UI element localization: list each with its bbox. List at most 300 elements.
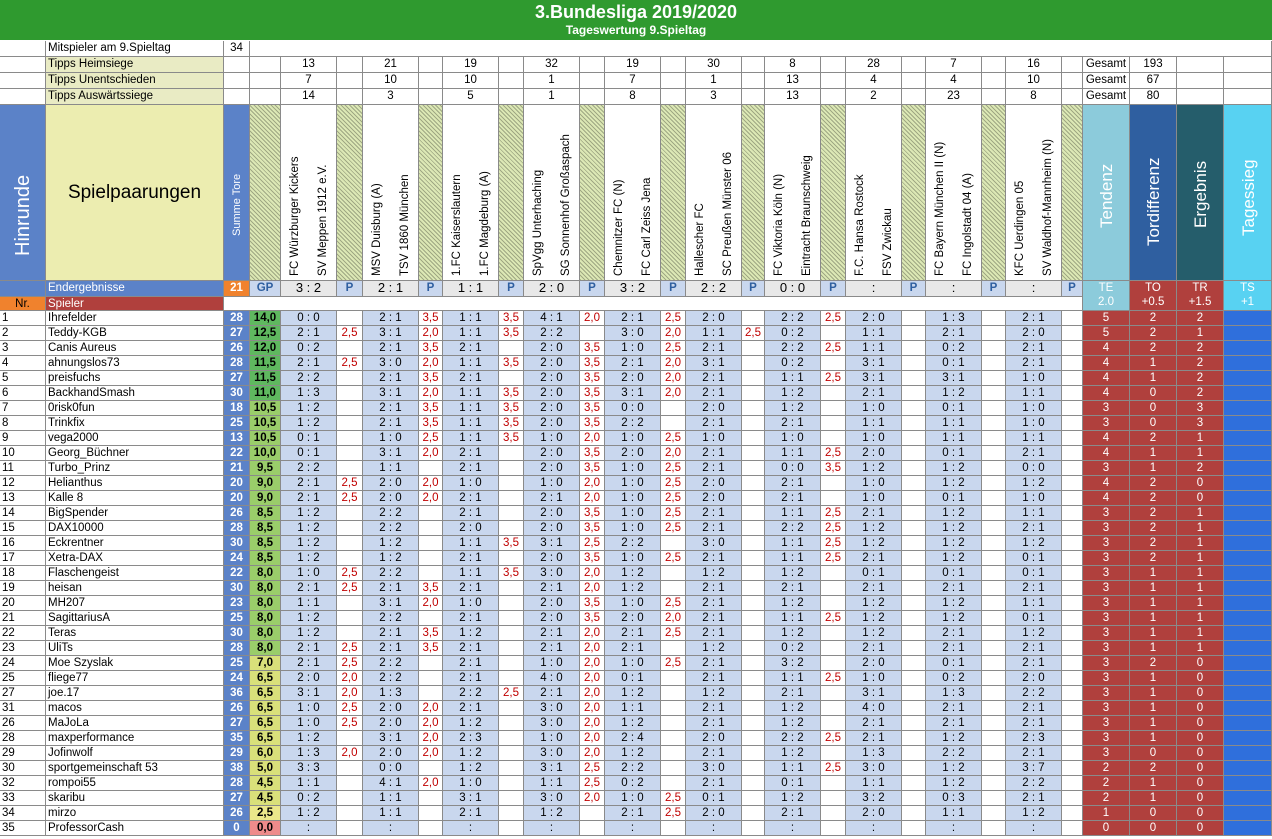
player-points[interactable]: 2,5 <box>821 551 846 566</box>
player-points[interactable]: 2,5 <box>661 491 686 506</box>
player-tip[interactable]: 2 : 3 <box>1006 731 1062 746</box>
player-points[interactable] <box>902 311 926 326</box>
player-tip[interactable]: 1 : 2 <box>605 581 661 596</box>
player-name[interactable]: preisfuchs <box>46 371 224 386</box>
player-to[interactable]: 1 <box>1130 791 1177 806</box>
player-tip[interactable]: 2 : 1 <box>1006 701 1062 716</box>
player-nr[interactable]: 6 <box>0 386 46 401</box>
player-points[interactable] <box>821 806 846 821</box>
tip-count[interactable]: 4 <box>846 73 902 89</box>
player-points[interactable] <box>1062 356 1083 371</box>
player-name[interactable]: rompoi55 <box>46 776 224 791</box>
player-tip[interactable]: 2 : 1 <box>524 686 580 701</box>
player-tip[interactable]: 3 : 1 <box>363 386 419 401</box>
player-points[interactable] <box>742 806 765 821</box>
player-tip[interactable]: 1 : 1 <box>443 536 499 551</box>
player-goals[interactable]: 20 <box>224 476 250 491</box>
blank[interactable] <box>0 73 46 89</box>
player-tip[interactable]: 1 : 0 <box>524 431 580 446</box>
player-name[interactable]: BackhandSmash <box>46 386 224 401</box>
player-points[interactable] <box>661 581 686 596</box>
player-points[interactable] <box>821 746 846 761</box>
player-tip[interactable]: 1 : 0 <box>605 431 661 446</box>
player-points[interactable] <box>1062 746 1083 761</box>
player-tip[interactable]: 2 : 1 <box>443 671 499 686</box>
player-gp[interactable]: 8,0 <box>250 581 281 596</box>
player-tr[interactable]: 1 <box>1177 626 1224 641</box>
player-tip[interactable]: 2 : 2 <box>443 686 499 701</box>
gesamt-value[interactable]: 80 <box>1130 89 1177 105</box>
player-points[interactable] <box>419 551 443 566</box>
player-points[interactable] <box>902 611 926 626</box>
player-points[interactable] <box>742 386 765 401</box>
player-tip[interactable]: 2 : 0 <box>846 656 902 671</box>
player-points[interactable] <box>982 686 1006 701</box>
player-tip[interactable]: 2 : 2 <box>363 656 419 671</box>
player-tip[interactable]: 3 : 1 <box>524 761 580 776</box>
player-points[interactable] <box>337 461 363 476</box>
player-goals[interactable]: 20 <box>224 491 250 506</box>
player-tip[interactable]: 0 : 1 <box>1006 611 1062 626</box>
player-tip[interactable]: 1 : 2 <box>363 551 419 566</box>
player-tip[interactable]: 2 : 2 <box>765 341 821 356</box>
player-name[interactable]: Ihrefelder <box>46 311 224 326</box>
player-gp[interactable]: 8,5 <box>250 521 281 536</box>
player-tip[interactable]: 1 : 2 <box>686 641 742 656</box>
player-tip[interactable]: 2 : 1 <box>686 446 742 461</box>
player-te[interactable]: 4 <box>1083 431 1130 446</box>
player-points[interactable] <box>661 731 686 746</box>
player-tip[interactable]: 1 : 2 <box>281 806 337 821</box>
player-points[interactable] <box>1062 476 1083 491</box>
player-points[interactable]: 3,5 <box>580 461 605 476</box>
player-ts[interactable] <box>1224 386 1272 401</box>
player-tip[interactable]: 2 : 0 <box>605 446 661 461</box>
player-tip[interactable]: 2 : 0 <box>524 446 580 461</box>
player-tip[interactable]: 2 : 0 <box>686 401 742 416</box>
player-tip[interactable]: 1 : 2 <box>765 626 821 641</box>
player-tip[interactable]: 1 : 1 <box>605 701 661 716</box>
tip-count[interactable]: 13 <box>765 73 821 89</box>
player-tip[interactable]: 2 : 0 <box>1006 326 1062 341</box>
player-tip[interactable]: 2 : 0 <box>846 311 902 326</box>
blank[interactable] <box>337 57 363 73</box>
player-tip[interactable]: 1 : 2 <box>1006 806 1062 821</box>
player-points[interactable]: 3,5 <box>580 611 605 626</box>
player-gp[interactable]: 10,5 <box>250 416 281 431</box>
player-name[interactable]: Eckrentner <box>46 536 224 551</box>
points-label[interactable]: P <box>580 281 605 297</box>
player-tip[interactable]: 3 : 0 <box>605 326 661 341</box>
player-tip[interactable]: 2 : 0 <box>686 806 742 821</box>
player-points[interactable] <box>742 731 765 746</box>
player-points[interactable] <box>499 626 524 641</box>
player-tip[interactable]: 2 : 2 <box>1006 776 1062 791</box>
player-tip[interactable]: 3 : 3 <box>281 761 337 776</box>
player-points[interactable] <box>742 506 765 521</box>
player-tr[interactable]: 0 <box>1177 491 1224 506</box>
player-tip[interactable]: 3 : 0 <box>524 716 580 731</box>
player-points[interactable] <box>1062 791 1083 806</box>
player-tip[interactable]: : <box>605 821 661 836</box>
player-tr[interactable]: 0 <box>1177 746 1224 761</box>
player-nr[interactable]: 29 <box>0 746 46 761</box>
tip-count[interactable]: 8 <box>1006 89 1062 105</box>
player-points[interactable] <box>742 596 765 611</box>
blank[interactable] <box>902 73 926 89</box>
player-tip[interactable]: 3 : 1 <box>443 791 499 806</box>
player-name[interactable]: ahnungslos73 <box>46 356 224 371</box>
player-name[interactable]: maxperformance <box>46 731 224 746</box>
player-goals[interactable]: 27 <box>224 371 250 386</box>
player-points[interactable] <box>419 461 443 476</box>
player-tip[interactable]: 2 : 0 <box>524 341 580 356</box>
player-points[interactable]: 2,5 <box>821 671 846 686</box>
player-points[interactable]: 2,5 <box>661 806 686 821</box>
player-tr[interactable]: 2 <box>1177 461 1224 476</box>
player-tip[interactable]: 2 : 0 <box>363 701 419 716</box>
player-nr[interactable]: 30 <box>0 761 46 776</box>
player-tip[interactable]: 1 : 2 <box>686 566 742 581</box>
player-tip[interactable]: 1 : 0 <box>846 401 902 416</box>
player-tip[interactable]: 1 : 2 <box>926 761 982 776</box>
player-tip[interactable]: 1 : 1 <box>926 806 982 821</box>
player-tr[interactable]: 1 <box>1177 506 1224 521</box>
player-tip[interactable]: 2 : 1 <box>1006 341 1062 356</box>
player-points[interactable]: 3,5 <box>580 551 605 566</box>
player-points[interactable] <box>419 671 443 686</box>
player-tip[interactable]: 2 : 1 <box>1006 446 1062 461</box>
player-points[interactable] <box>902 626 926 641</box>
player-points[interactable]: 3,5 <box>580 371 605 386</box>
player-ts[interactable] <box>1224 506 1272 521</box>
player-points[interactable] <box>499 371 524 386</box>
player-points[interactable] <box>982 416 1006 431</box>
player-tip[interactable]: 2 : 1 <box>926 326 982 341</box>
player-gp[interactable]: 8,0 <box>250 641 281 656</box>
player-points[interactable]: 3,5 <box>499 431 524 446</box>
blank[interactable] <box>419 57 443 73</box>
tip-count[interactable]: 3 <box>363 89 419 105</box>
player-nr[interactable]: 22 <box>0 626 46 641</box>
player-to[interactable]: 2 <box>1130 521 1177 536</box>
player-tip[interactable]: 2 : 1 <box>926 581 982 596</box>
player-points[interactable] <box>982 716 1006 731</box>
tip-count[interactable]: 10 <box>1006 73 1062 89</box>
player-points[interactable] <box>499 581 524 596</box>
player-points[interactable] <box>1062 671 1083 686</box>
te-label[interactable] <box>1083 281 1130 311</box>
player-points[interactable] <box>661 401 686 416</box>
player-tip[interactable]: 1 : 2 <box>443 626 499 641</box>
player-ts[interactable] <box>1224 596 1272 611</box>
player-points[interactable] <box>337 506 363 521</box>
player-points[interactable] <box>499 506 524 521</box>
player-nr[interactable]: 10 <box>0 446 46 461</box>
player-points[interactable]: 2,5 <box>661 311 686 326</box>
player-points[interactable] <box>742 521 765 536</box>
player-tip[interactable]: 2 : 1 <box>443 641 499 656</box>
player-tip[interactable]: 3 : 1 <box>846 356 902 371</box>
player-tip[interactable]: 2 : 1 <box>765 476 821 491</box>
player-points[interactable] <box>742 461 765 476</box>
player-tr[interactable]: 1 <box>1177 326 1224 341</box>
player-tip[interactable]: 1 : 2 <box>765 716 821 731</box>
player-to[interactable]: 1 <box>1130 566 1177 581</box>
match-result[interactable]: 3 : 2 <box>605 281 661 297</box>
player-points[interactable] <box>1062 611 1083 626</box>
player-tr[interactable]: 2 <box>1177 311 1224 326</box>
player-tip[interactable]: 2 : 1 <box>443 341 499 356</box>
player-ts[interactable] <box>1224 686 1272 701</box>
player-tip[interactable]: 0 : 2 <box>605 776 661 791</box>
player-tip[interactable]: 2 : 1 <box>524 581 580 596</box>
player-points[interactable] <box>337 806 363 821</box>
player-points[interactable] <box>1062 491 1083 506</box>
tip-count[interactable]: 3 <box>686 89 742 105</box>
player-tip[interactable]: 1 : 1 <box>846 416 902 431</box>
player-points[interactable]: 2,0 <box>580 581 605 596</box>
player-tip[interactable]: 1 : 2 <box>765 566 821 581</box>
player-tip[interactable]: 0 : 3 <box>926 791 982 806</box>
player-points[interactable]: 2,5 <box>661 626 686 641</box>
blank[interactable] <box>499 89 524 105</box>
player-tip[interactable]: 0 : 0 <box>1006 461 1062 476</box>
player-points[interactable]: 2,5 <box>337 491 363 506</box>
player-tip[interactable]: 1 : 0 <box>605 656 661 671</box>
player-gp[interactable]: 8,0 <box>250 611 281 626</box>
player-name[interactable]: MaJoLa <box>46 716 224 731</box>
player-points[interactable] <box>1062 701 1083 716</box>
player-points[interactable] <box>982 611 1006 626</box>
player-points[interactable] <box>821 701 846 716</box>
player-te[interactable]: 3 <box>1083 506 1130 521</box>
player-to[interactable]: 0 <box>1130 386 1177 401</box>
player-ts[interactable] <box>1224 806 1272 821</box>
player-points[interactable] <box>742 656 765 671</box>
player-points[interactable] <box>419 611 443 626</box>
player-points[interactable] <box>902 521 926 536</box>
player-tip[interactable]: 2 : 1 <box>926 626 982 641</box>
blank[interactable] <box>337 73 363 89</box>
player-gp[interactable]: 6,5 <box>250 671 281 686</box>
player-points[interactable]: 2,5 <box>661 461 686 476</box>
player-goals[interactable]: 26 <box>224 701 250 716</box>
player-to[interactable]: 1 <box>1130 701 1177 716</box>
player-tip[interactable]: 2 : 0 <box>846 446 902 461</box>
player-points[interactable]: 3,5 <box>580 506 605 521</box>
player-tip[interactable]: 1 : 2 <box>926 731 982 746</box>
player-tr[interactable]: 2 <box>1177 341 1224 356</box>
player-tip[interactable]: 2 : 1 <box>605 311 661 326</box>
player-points[interactable] <box>419 806 443 821</box>
player-tip[interactable]: 2 : 1 <box>1006 656 1062 671</box>
player-nr[interactable]: 12 <box>0 476 46 491</box>
player-points[interactable] <box>982 386 1006 401</box>
player-points[interactable] <box>1062 731 1083 746</box>
player-points[interactable]: 2,5 <box>661 656 686 671</box>
player-tip[interactable]: 3 : 0 <box>524 791 580 806</box>
player-points[interactable]: 2,0 <box>580 731 605 746</box>
player-tip[interactable]: 2 : 2 <box>605 416 661 431</box>
player-points[interactable] <box>499 746 524 761</box>
player-points[interactable] <box>821 641 846 656</box>
match-result[interactable]: 3 : 2 <box>281 281 337 297</box>
player-tip[interactable]: 1 : 2 <box>443 746 499 761</box>
blank[interactable] <box>580 57 605 73</box>
player-nr[interactable]: 32 <box>0 776 46 791</box>
blank[interactable] <box>1062 73 1083 89</box>
player-points[interactable] <box>982 596 1006 611</box>
player-tip[interactable]: 2 : 1 <box>686 506 742 521</box>
player-tip[interactable]: 2 : 1 <box>363 581 419 596</box>
player-points[interactable] <box>982 671 1006 686</box>
player-ts[interactable] <box>1224 461 1272 476</box>
player-points[interactable]: 3,5 <box>419 311 443 326</box>
player-te[interactable]: 3 <box>1083 551 1130 566</box>
player-tip[interactable]: 1 : 2 <box>926 551 982 566</box>
player-tip[interactable]: 2 : 1 <box>281 656 337 671</box>
player-points[interactable]: 3,5 <box>419 626 443 641</box>
blank[interactable] <box>1062 89 1083 105</box>
player-points[interactable] <box>821 491 846 506</box>
player-te[interactable]: 4 <box>1083 386 1130 401</box>
player-goals[interactable]: 27 <box>224 326 250 341</box>
player-name[interactable]: fliege77 <box>46 671 224 686</box>
player-tip[interactable]: 2 : 1 <box>686 626 742 641</box>
player-points[interactable] <box>982 761 1006 776</box>
player-gp[interactable]: 14,0 <box>250 311 281 326</box>
player-tip[interactable]: 1 : 2 <box>846 521 902 536</box>
player-points[interactable]: 2,0 <box>661 446 686 461</box>
player-tip[interactable]: 1 : 1 <box>363 806 419 821</box>
blank[interactable] <box>0 281 46 297</box>
player-points[interactable] <box>982 326 1006 341</box>
player-points[interactable] <box>661 416 686 431</box>
player-points[interactable] <box>821 686 846 701</box>
player-tip[interactable]: 1 : 1 <box>443 431 499 446</box>
player-tip[interactable]: 2 : 1 <box>686 581 742 596</box>
player-tip[interactable]: 2 : 1 <box>686 701 742 716</box>
match-result[interactable]: : <box>1006 281 1062 297</box>
tip-count[interactable]: 5 <box>443 89 499 105</box>
player-points[interactable] <box>902 776 926 791</box>
player-points[interactable]: 3,5 <box>499 326 524 341</box>
player-points[interactable] <box>902 341 926 356</box>
player-tip[interactable]: 1 : 1 <box>443 356 499 371</box>
player-ts[interactable] <box>1224 701 1272 716</box>
player-points[interactable]: 2,0 <box>580 656 605 671</box>
player-gp[interactable]: 8,5 <box>250 506 281 521</box>
player-points[interactable]: 2,5 <box>337 476 363 491</box>
player-tr[interactable]: 1 <box>1177 551 1224 566</box>
player-goals[interactable]: 30 <box>224 626 250 641</box>
player-tr[interactable]: 1 <box>1177 521 1224 536</box>
player-tip[interactable]: 2 : 2 <box>281 461 337 476</box>
player-tip[interactable]: 0 : 1 <box>926 566 982 581</box>
match-result[interactable]: 2 : 0 <box>524 281 580 297</box>
player-tip[interactable]: 1 : 2 <box>281 731 337 746</box>
player-to[interactable]: 1 <box>1130 611 1177 626</box>
tip-count[interactable]: 19 <box>443 57 499 73</box>
player-points[interactable] <box>419 761 443 776</box>
tip-summary-label[interactable]: Tipps Unentschieden <box>46 73 224 89</box>
player-tip[interactable]: 0 : 2 <box>281 341 337 356</box>
player-tip[interactable]: 1 : 2 <box>281 401 337 416</box>
player-tip[interactable]: 2 : 1 <box>686 596 742 611</box>
player-gp[interactable]: 11,0 <box>250 386 281 401</box>
blank[interactable] <box>224 89 250 105</box>
player-tip[interactable]: 0 : 1 <box>686 791 742 806</box>
player-tip[interactable]: 1 : 1 <box>765 761 821 776</box>
blank[interactable] <box>821 73 846 89</box>
player-tip[interactable]: 1 : 1 <box>363 461 419 476</box>
player-tip[interactable]: 1 : 2 <box>926 536 982 551</box>
player-tip[interactable]: 1 : 2 <box>926 521 982 536</box>
player-tip[interactable]: 3 : 1 <box>363 731 419 746</box>
player-points[interactable] <box>982 446 1006 461</box>
tip-count[interactable]: 28 <box>846 57 902 73</box>
player-points[interactable] <box>902 371 926 386</box>
player-tip[interactable]: 2 : 0 <box>686 731 742 746</box>
player-tr[interactable]: 1 <box>1177 641 1224 656</box>
player-goals[interactable]: 38 <box>224 761 250 776</box>
player-tip[interactable]: 1 : 2 <box>926 611 982 626</box>
player-points[interactable] <box>742 476 765 491</box>
player-tip[interactable]: 1 : 2 <box>765 596 821 611</box>
player-points[interactable]: 2,5 <box>821 371 846 386</box>
player-gp[interactable]: 12,0 <box>250 341 281 356</box>
player-tip[interactable]: 0 : 0 <box>605 401 661 416</box>
player-gp[interactable]: 10,5 <box>250 401 281 416</box>
player-tip[interactable]: 1 : 2 <box>524 806 580 821</box>
tip-count[interactable]: 7 <box>605 73 661 89</box>
player-points[interactable] <box>902 746 926 761</box>
player-tip[interactable]: 2 : 0 <box>524 371 580 386</box>
player-points[interactable] <box>337 311 363 326</box>
player-points[interactable]: 2,0 <box>661 326 686 341</box>
player-goals[interactable]: 23 <box>224 596 250 611</box>
player-points[interactable] <box>337 536 363 551</box>
blank[interactable] <box>982 89 1006 105</box>
player-points[interactable] <box>821 566 846 581</box>
player-points[interactable] <box>1062 656 1083 671</box>
player-tip[interactable]: : <box>686 821 742 836</box>
player-goals[interactable]: 24 <box>224 551 250 566</box>
player-tip[interactable]: 2 : 2 <box>363 506 419 521</box>
player-points[interactable]: 2,0 <box>337 671 363 686</box>
player-gp[interactable]: 8,0 <box>250 626 281 641</box>
player-tip[interactable]: 2 : 1 <box>765 686 821 701</box>
player-tip[interactable]: 1 : 0 <box>1006 416 1062 431</box>
player-gp[interactable]: 6,5 <box>250 731 281 746</box>
player-points[interactable] <box>742 431 765 446</box>
player-goals[interactable]: 26 <box>224 806 250 821</box>
player-name[interactable]: macos <box>46 701 224 716</box>
player-tip[interactable]: 3 : 1 <box>846 686 902 701</box>
player-name[interactable]: Teras <box>46 626 224 641</box>
player-points[interactable] <box>821 821 846 836</box>
player-tip[interactable]: 1 : 2 <box>926 386 982 401</box>
player-tip[interactable]: 1 : 0 <box>443 596 499 611</box>
player-points[interactable] <box>337 386 363 401</box>
player-tip[interactable]: 3 : 1 <box>605 386 661 401</box>
player-points[interactable] <box>982 461 1006 476</box>
blank[interactable] <box>661 57 686 73</box>
player-te[interactable]: 3 <box>1083 596 1130 611</box>
player-points[interactable] <box>1062 641 1083 656</box>
player-tip[interactable]: 2 : 2 <box>281 371 337 386</box>
